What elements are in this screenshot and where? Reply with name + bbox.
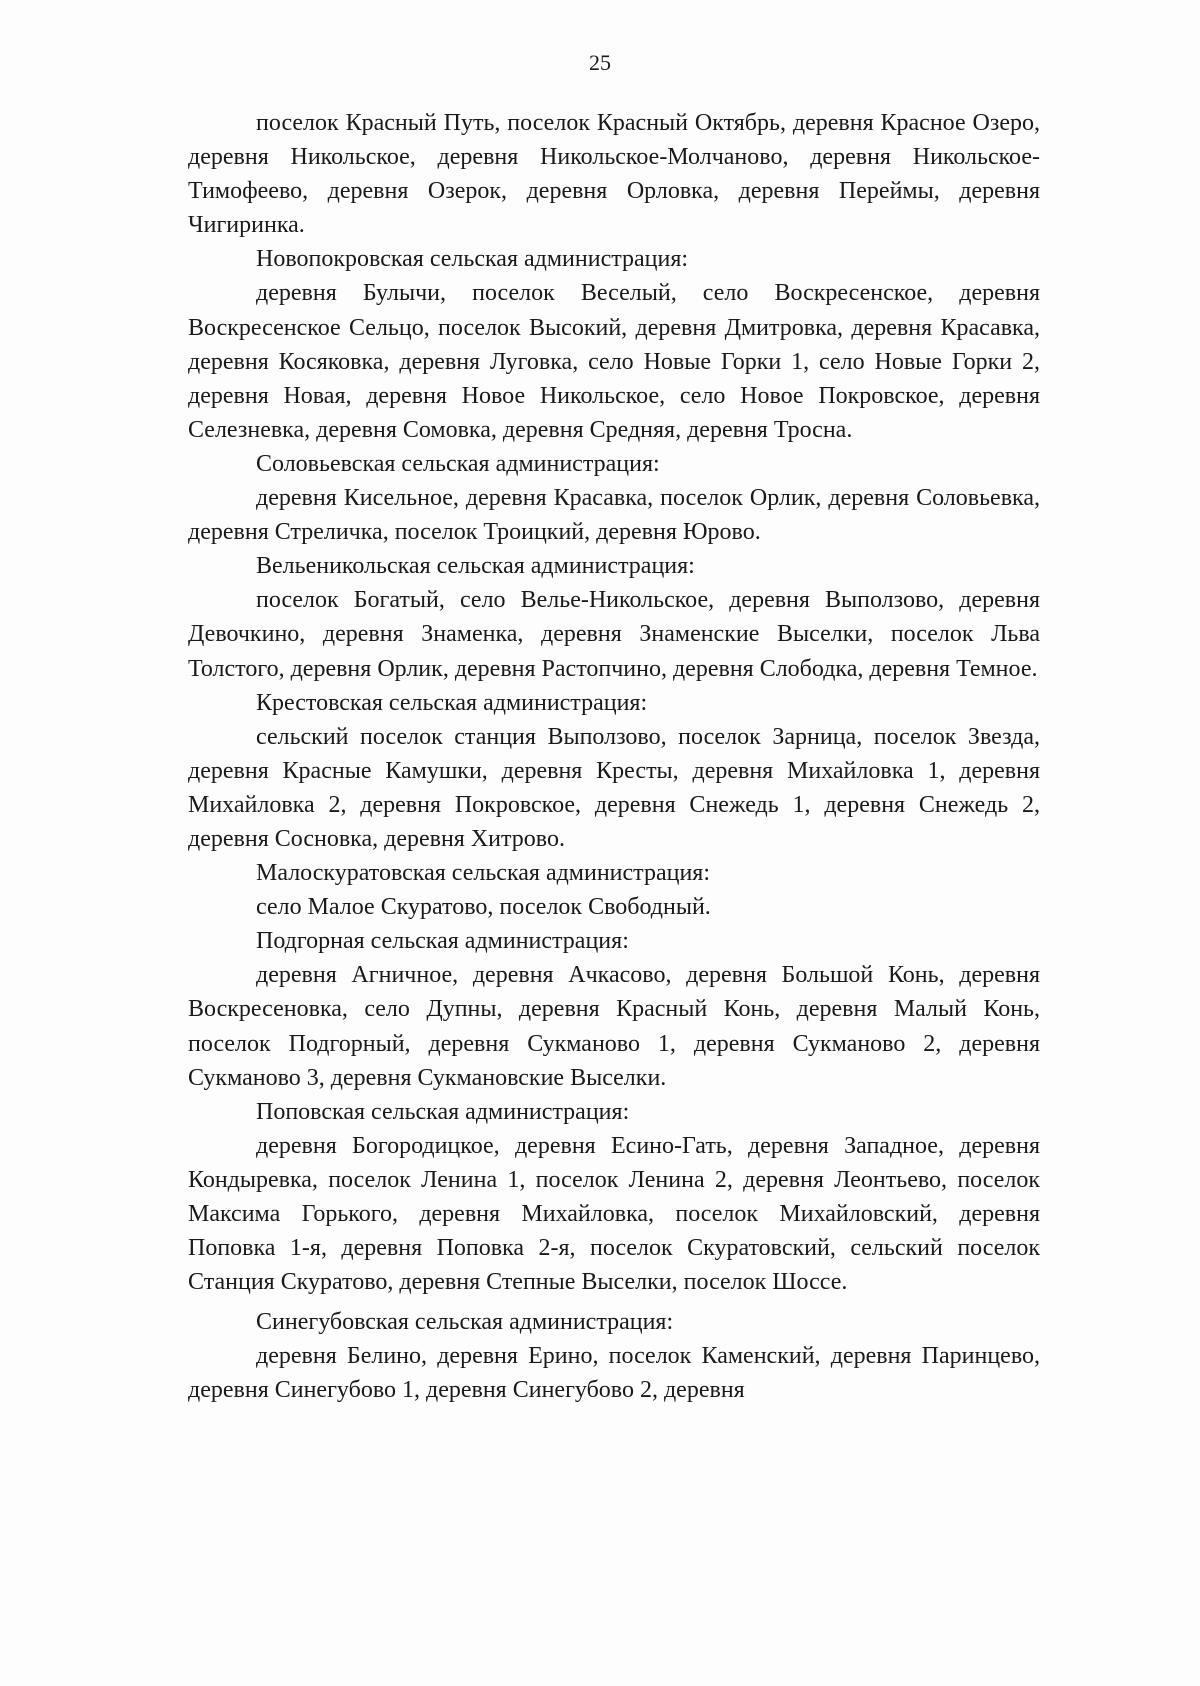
document-body: [188, 106, 1040, 1408]
administration-heading: Подгорная сельская администрация:: [256, 928, 629, 955]
administration-heading: Вельеникольская сельская администрация:: [256, 553, 695, 580]
settlement-list: село Малое Скуратово, поселок Свободный.: [256, 894, 711, 921]
settlement-list: поселок Богатый, село Велье-Никольское, деревня Выползово, деревня Девочкино, деревня Знаменка, деревня Знаменские Выселки, поселок Льва Толстого, деревня Орлик, деревня Растопчино, деревня Слободка, деревня Темное.: [188, 587, 1040, 682]
administration-heading: Соловьевская сельская администрация:: [256, 450, 660, 477]
administration-heading: Новопокровская сельская администрация:: [256, 246, 689, 273]
settlement-list: поселок Красный Путь, поселок Красный Октябрь, деревня Красное Озеро, деревня Никольское, деревня Никольское-Молчаново, деревня Никольское-Тимофеево, деревня Озерок, деревня Орловка, деревня Переймы, деревня Чигиринка.: [188, 110, 1040, 239]
settlement-list: деревня Кисельное, деревня Красавка, поселок Орлик, деревня Соловьевка, деревня Стреличка, поселок Троицкий, деревня Юрово.: [188, 485, 1040, 546]
settlement-list: деревня Булычи, поселок Веселый, село Воскресенское, деревня Воскресенское Сельцо, поселок Высокий, деревня Дмитровка, деревня Красавка, деревня Косяковка, деревня Луговка, село Новые Горки 1, село Новые Горки 2, деревня Новая, деревня Новое Никольское, село Новое Покровское, деревня Селезневка, деревня Сомовка, деревня Средняя, деревня Тросна.: [188, 280, 1040, 443]
administration-heading: Синегубовская сельская администрация:: [256, 1309, 674, 1336]
settlement-list: деревня Агничное, деревня Ачкасово, деревня Большой Конь, деревня Воскресеновка, село Дупны, деревня Красный Конь, деревня Малый Конь, поселок Подгорный, деревня Сукманово 1, деревня Сукманово 2, деревня Сукманово 3, деревня Сукмановские Выселки.: [188, 962, 1040, 1091]
administration-heading: Крестовская сельская администрация:: [256, 689, 648, 716]
settlement-list: деревня Белино, деревня Ерино, поселок Каменский, деревня Паринцево, деревня Синегубово 1, деревня Синегубово 2, деревня: [188, 1343, 1040, 1404]
settlement-list: сельский поселок станция Выползово, поселок Зарница, поселок Звезда, деревня Красные Камушки, деревня Кресты, деревня Михайловка 1, деревня Михайловка 2, деревня Покровское, деревня Снежедь 1, деревня Снежедь 2, деревня Сосновка, деревня Хитрово.: [188, 723, 1040, 852]
settlement-list: деревня Богородицкое, деревня Есино-Гать, деревня Западное, деревня Кондыревка, поселок Ленина 1, поселок Ленина 2, деревня Леонтьево, поселок Максима Горького, деревня Михайловка, поселок Михайловский, деревня Поповка 1-я, деревня Поповка 2-я, поселок Скуратовский, сельский поселок Станция Скуратово, деревня Степные Выселки, поселок Шоссе.: [188, 1132, 1040, 1296]
administration-heading: Малоскуратовская сельская администрация:: [256, 860, 711, 887]
page-number: 25: [589, 50, 611, 75]
administration-heading: Поповская сельская администрация:: [256, 1098, 630, 1125]
